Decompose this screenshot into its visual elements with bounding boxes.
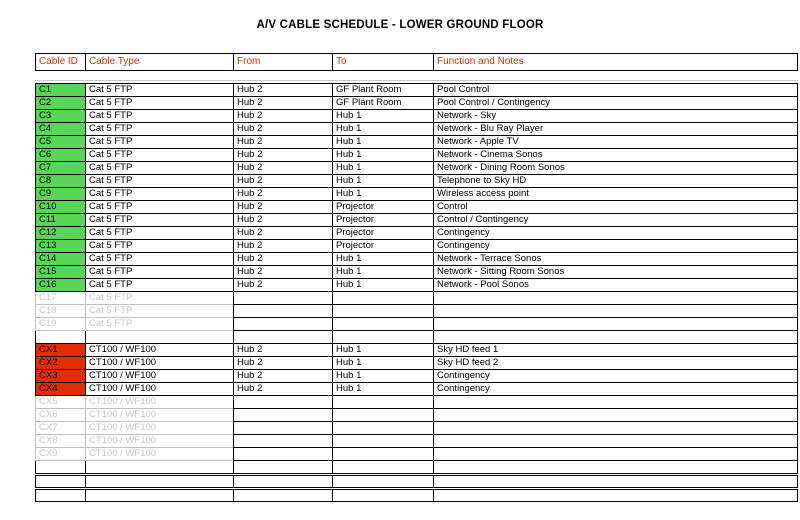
from-cell: Hub 2 xyxy=(233,357,332,370)
table-header-row xyxy=(35,53,798,71)
cable-id-cell: CX4 xyxy=(35,383,85,396)
function-cell: Network - Terrace Sonos xyxy=(433,253,798,266)
cable-id-cell: C9 xyxy=(35,188,85,201)
table-row xyxy=(35,475,798,488)
from-cell xyxy=(233,292,332,305)
cable-type-cell: Cat 5 FTP xyxy=(85,110,233,123)
cable-type-cell: Cat 5 FTP xyxy=(85,149,233,162)
table-row xyxy=(35,344,798,357)
to-cell xyxy=(332,292,433,305)
cable-type-cell: Cat 5 FTP xyxy=(85,136,233,149)
function-cell: Network - Dining Room Sonos xyxy=(433,162,798,175)
to-cell xyxy=(332,318,433,331)
cable-id-cell: C8 xyxy=(35,175,85,188)
table-row xyxy=(35,383,798,396)
function-cell: Contingency xyxy=(433,240,798,253)
function-cell: Network - Sitting Room Sonos xyxy=(433,266,798,279)
to-cell xyxy=(332,409,433,422)
spacer-rule xyxy=(35,80,798,81)
from-cell: Hub 2 xyxy=(233,227,332,240)
cable-type-cell xyxy=(85,476,233,488)
from-cell: Hub 2 xyxy=(233,149,332,162)
to-cell: Hub 1 xyxy=(332,136,433,149)
table-row xyxy=(35,253,798,266)
cable-type-cell: Cat 5 FTP xyxy=(85,253,233,266)
cable-type-cell: CT100 / WF100 xyxy=(85,409,233,422)
function-cell xyxy=(433,318,798,331)
from-cell xyxy=(233,305,332,318)
cable-type-cell: Cat 5 FTP xyxy=(85,292,233,305)
from-cell xyxy=(233,448,332,461)
to-cell: Projector xyxy=(332,201,433,214)
table-row xyxy=(35,123,798,136)
table-row xyxy=(35,305,798,318)
function-cell: Network - Sky xyxy=(433,110,798,123)
cable-type-cell: Cat 5 FTP xyxy=(85,188,233,201)
column-header-from: From xyxy=(234,54,333,70)
to-cell: Hub 1 xyxy=(332,149,433,162)
cable-type-cell: CT100 / WF100 xyxy=(85,370,233,383)
cable-id-cell: C15 xyxy=(35,266,85,279)
to-cell xyxy=(332,490,433,502)
cable-id-cell: C11 xyxy=(35,214,85,227)
table-row xyxy=(35,357,798,370)
cable-id-cell xyxy=(35,476,85,488)
cable-id-cell: CX3 xyxy=(35,370,85,383)
from-cell: Hub 2 xyxy=(233,84,332,97)
table-row xyxy=(35,162,798,175)
function-cell: Contingency xyxy=(433,370,798,383)
function-cell xyxy=(433,448,798,461)
cable-table xyxy=(35,83,798,502)
to-cell xyxy=(332,448,433,461)
cable-id-cell: C16 xyxy=(35,279,85,292)
to-cell: GF Plant Room xyxy=(332,97,433,110)
table-row xyxy=(35,227,798,240)
cable-type-cell: Cat 5 FTP xyxy=(85,240,233,253)
from-cell: Hub 2 xyxy=(233,188,332,201)
table-row xyxy=(35,292,798,305)
function-cell xyxy=(433,331,798,344)
cable-id-cell: C18 xyxy=(35,305,85,318)
from-cell: Hub 2 xyxy=(233,344,332,357)
from-cell: Hub 2 xyxy=(233,370,332,383)
function-cell xyxy=(433,476,798,488)
table-row xyxy=(35,318,798,331)
from-cell: Hub 2 xyxy=(233,97,332,110)
cable-id-cell: C12 xyxy=(35,227,85,240)
cable-id-cell: C5 xyxy=(35,136,85,149)
cable-type-cell: Cat 5 FTP xyxy=(85,162,233,175)
from-cell: Hub 2 xyxy=(233,123,332,136)
table-row xyxy=(35,279,798,292)
cable-type-cell: Cat 5 FTP xyxy=(85,305,233,318)
to-cell: Projector xyxy=(332,214,433,227)
function-cell: Control / Contingency xyxy=(433,214,798,227)
function-cell: Network - Apple TV xyxy=(433,136,798,149)
cable-id-cell: C2 xyxy=(35,97,85,110)
from-cell: Hub 2 xyxy=(233,383,332,396)
function-cell: Sky HD feed 1 xyxy=(433,344,798,357)
cable-id-cell: C19 xyxy=(35,318,85,331)
cable-type-cell: Cat 5 FTP xyxy=(85,214,233,227)
cable-type-cell: Cat 5 FTP xyxy=(85,84,233,97)
from-cell: Hub 2 xyxy=(233,175,332,188)
from-cell xyxy=(233,435,332,448)
from-cell: Hub 2 xyxy=(233,253,332,266)
function-cell: Network - Cinema Sonos xyxy=(433,149,798,162)
cable-id-cell xyxy=(35,331,85,344)
to-cell: Hub 1 xyxy=(332,344,433,357)
cable-id-cell: C1 xyxy=(35,84,85,97)
table-row xyxy=(35,201,798,214)
from-cell: Hub 2 xyxy=(233,162,332,175)
cable-type-cell: Cat 5 FTP xyxy=(85,266,233,279)
to-cell: Projector xyxy=(332,240,433,253)
function-cell: Telephone to Sky HD xyxy=(433,175,798,188)
to-cell xyxy=(332,461,433,474)
from-cell: Hub 2 xyxy=(233,136,332,149)
to-cell: Hub 1 xyxy=(332,110,433,123)
from-cell xyxy=(233,422,332,435)
cable-type-cell: CT100 / WF100 xyxy=(85,383,233,396)
to-cell: Hub 1 xyxy=(332,383,433,396)
function-cell xyxy=(433,409,798,422)
table-row xyxy=(35,84,798,97)
cable-type-cell: CT100 / WF100 xyxy=(85,422,233,435)
table-row xyxy=(35,448,798,461)
from-cell: Hub 2 xyxy=(233,214,332,227)
table-row xyxy=(35,396,798,409)
to-cell: Hub 1 xyxy=(332,123,433,136)
table-row xyxy=(35,97,798,110)
function-cell xyxy=(433,396,798,409)
table-row xyxy=(35,240,798,253)
cable-type-cell: CT100 / WF100 xyxy=(85,448,233,461)
to-cell xyxy=(332,435,433,448)
cable-id-cell: CX1 xyxy=(35,344,85,357)
cable-id-cell: CX2 xyxy=(35,357,85,370)
to-cell xyxy=(332,331,433,344)
function-cell: Control xyxy=(433,201,798,214)
table-row xyxy=(35,370,798,383)
cable-type-cell: CT100 / WF100 xyxy=(85,357,233,370)
table-row xyxy=(35,409,798,422)
cable-id-cell: CX9 xyxy=(35,448,85,461)
column-header-function: Function and Notes xyxy=(437,56,524,67)
from-cell xyxy=(233,409,332,422)
function-cell xyxy=(433,490,798,502)
cable-id-cell: C17 xyxy=(35,292,85,305)
to-cell: Hub 1 xyxy=(332,188,433,201)
function-cell xyxy=(433,422,798,435)
table-row xyxy=(35,149,798,162)
table-row xyxy=(35,461,798,474)
cable-type-cell: Cat 5 FTP xyxy=(85,201,233,214)
cable-type-cell: Cat 5 FTP xyxy=(85,97,233,110)
cable-type-cell: Cat 5 FTP xyxy=(85,175,233,188)
cable-id-cell: C7 xyxy=(35,162,85,175)
from-cell: Hub 2 xyxy=(233,240,332,253)
cable-type-cell xyxy=(85,490,233,502)
function-cell xyxy=(433,435,798,448)
table-row xyxy=(35,214,798,227)
to-cell xyxy=(332,476,433,488)
table-row xyxy=(35,136,798,149)
to-cell: Hub 1 xyxy=(332,370,433,383)
cable-id-cell: CX5 xyxy=(35,396,85,409)
function-cell: Pool Control xyxy=(433,84,798,97)
page-title: A/V CABLE SCHEDULE - LOWER GROUND FLOOR xyxy=(256,19,544,31)
function-cell: Contingency xyxy=(433,227,798,240)
from-cell xyxy=(233,396,332,409)
to-cell: GF Plant Room xyxy=(332,84,433,97)
cable-type-cell: Cat 5 FTP xyxy=(85,227,233,240)
to-cell: Projector xyxy=(332,227,433,240)
from-cell: Hub 2 xyxy=(233,201,332,214)
cable-type-cell: CT100 / WF100 xyxy=(85,344,233,357)
to-cell xyxy=(332,305,433,318)
to-cell: Hub 1 xyxy=(332,253,433,266)
cable-type-cell: CT100 / WF100 xyxy=(85,396,233,409)
cable-id-cell xyxy=(35,461,85,474)
cable-id-cell: CX8 xyxy=(35,435,85,448)
table-row xyxy=(35,331,798,344)
from-cell xyxy=(233,490,332,502)
from-cell xyxy=(233,318,332,331)
cable-id-cell: C6 xyxy=(35,149,85,162)
from-cell: Hub 2 xyxy=(233,110,332,123)
function-cell: Sky HD feed 2 xyxy=(433,357,798,370)
cable-type-cell: Cat 5 FTP xyxy=(85,279,233,292)
table-row xyxy=(35,489,798,502)
from-cell xyxy=(233,476,332,488)
cable-type-cell: Cat 5 FTP xyxy=(85,123,233,136)
cable-id-cell: C10 xyxy=(35,201,85,214)
to-cell: Hub 1 xyxy=(332,266,433,279)
from-cell: Hub 2 xyxy=(233,279,332,292)
function-cell: Wireless access point xyxy=(433,188,798,201)
cable-type-cell: Cat 5 FTP xyxy=(85,318,233,331)
function-cell: Contingency xyxy=(433,383,798,396)
from-cell: Hub 2 xyxy=(233,266,332,279)
function-cell: Pool Control / Contingency xyxy=(433,97,798,110)
table-row xyxy=(35,266,798,279)
cable-id-cell: CX7 xyxy=(35,422,85,435)
cable-id-cell: C14 xyxy=(35,253,85,266)
column-header-cable-id: Cable ID xyxy=(36,54,86,70)
to-cell: Hub 1 xyxy=(332,357,433,370)
function-cell xyxy=(433,461,798,474)
column-header-to: To xyxy=(333,54,434,70)
cable-type-cell xyxy=(85,461,233,474)
to-cell xyxy=(332,422,433,435)
cable-id-cell: C13 xyxy=(35,240,85,253)
to-cell xyxy=(332,396,433,409)
cable-id-cell: CX6 xyxy=(35,409,85,422)
function-cell: Network - Blu Ray Player xyxy=(433,123,798,136)
cable-id-cell xyxy=(35,490,85,502)
from-cell xyxy=(233,461,332,474)
function-cell: Network - Pool Sonos xyxy=(433,279,798,292)
to-cell: Hub 1 xyxy=(332,175,433,188)
table-row xyxy=(35,110,798,123)
cable-type-cell: CT100 / WF100 xyxy=(85,435,233,448)
cable-type-cell xyxy=(85,331,233,344)
cable-id-cell: C3 xyxy=(35,110,85,123)
cable-id-cell: C4 xyxy=(35,123,85,136)
to-cell: Hub 1 xyxy=(332,279,433,292)
to-cell: Hub 1 xyxy=(332,162,433,175)
from-cell xyxy=(233,331,332,344)
column-header-cable-type: Cable Type xyxy=(86,54,234,70)
table-row xyxy=(35,422,798,435)
function-cell xyxy=(433,292,798,305)
function-cell xyxy=(433,305,798,318)
table-row xyxy=(35,435,798,448)
table-row xyxy=(35,175,798,188)
table-row xyxy=(35,188,798,201)
